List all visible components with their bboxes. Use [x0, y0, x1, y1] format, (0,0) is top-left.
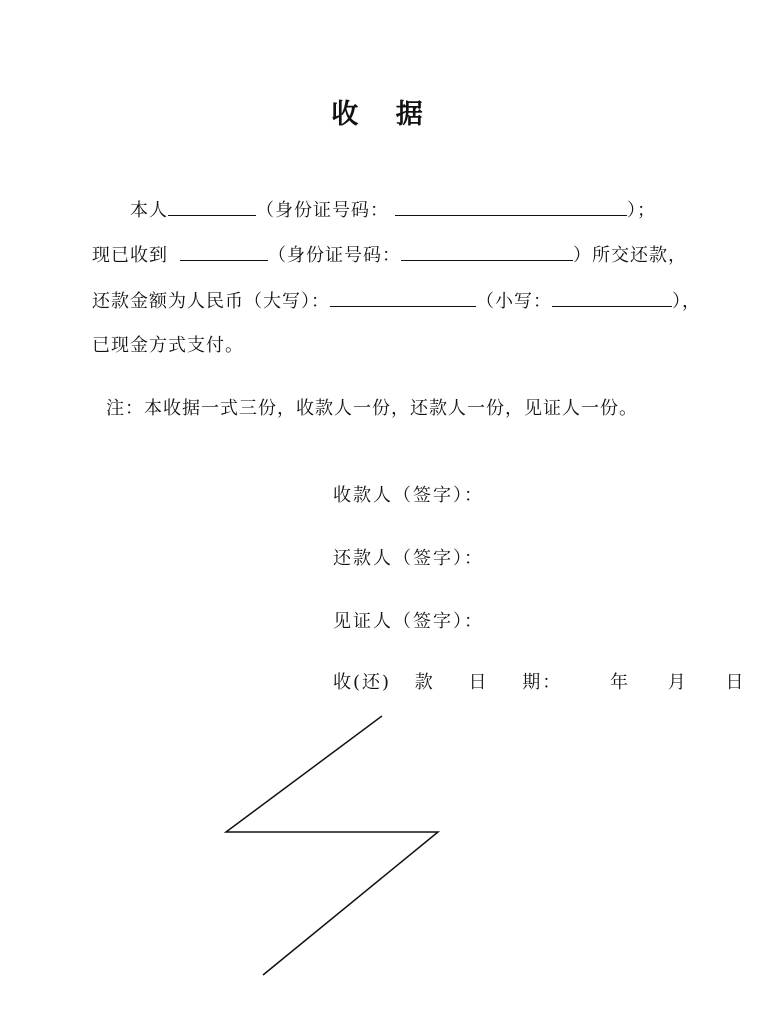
date-label-4: 期：: [522, 672, 563, 693]
line-2-id-open: （身份证号码：: [268, 245, 401, 266]
date-label-2: 款: [414, 672, 435, 693]
z-strike-line: [226, 716, 438, 975]
date-label-3: 日: [468, 672, 489, 693]
witness-signature-label: 见证人（签字）：: [333, 611, 484, 632]
line-3-suffix: ），: [672, 291, 701, 312]
date-label-1: 收(还): [333, 672, 392, 693]
payer-signature-label: 还款人（签字）：: [333, 548, 484, 569]
line-2-prefix: 现已收到: [92, 245, 168, 266]
payee-signature-label: 收款人（签字）：: [333, 485, 484, 506]
line-1-id-open: （身份证号码：: [256, 200, 389, 221]
date-year: 年: [609, 672, 630, 693]
line-4: 已现金方式支付。: [92, 335, 244, 356]
date-month: 月: [667, 672, 688, 693]
line-1-prefix: 本人: [130, 200, 168, 221]
document-title: 收 据: [331, 99, 437, 130]
line-1-id-close: ）；: [627, 200, 656, 221]
note-text: 注：本收据一式三份，收款人一份，还款人一份，见证人一份。: [106, 398, 638, 419]
line-3-small-open: （小写：: [476, 291, 552, 312]
line-3-prefix: 还款金额为人民币（大写）：: [92, 291, 330, 312]
line-2-suffix: ）所交还款，: [573, 245, 687, 266]
date-day: 日: [725, 672, 746, 693]
